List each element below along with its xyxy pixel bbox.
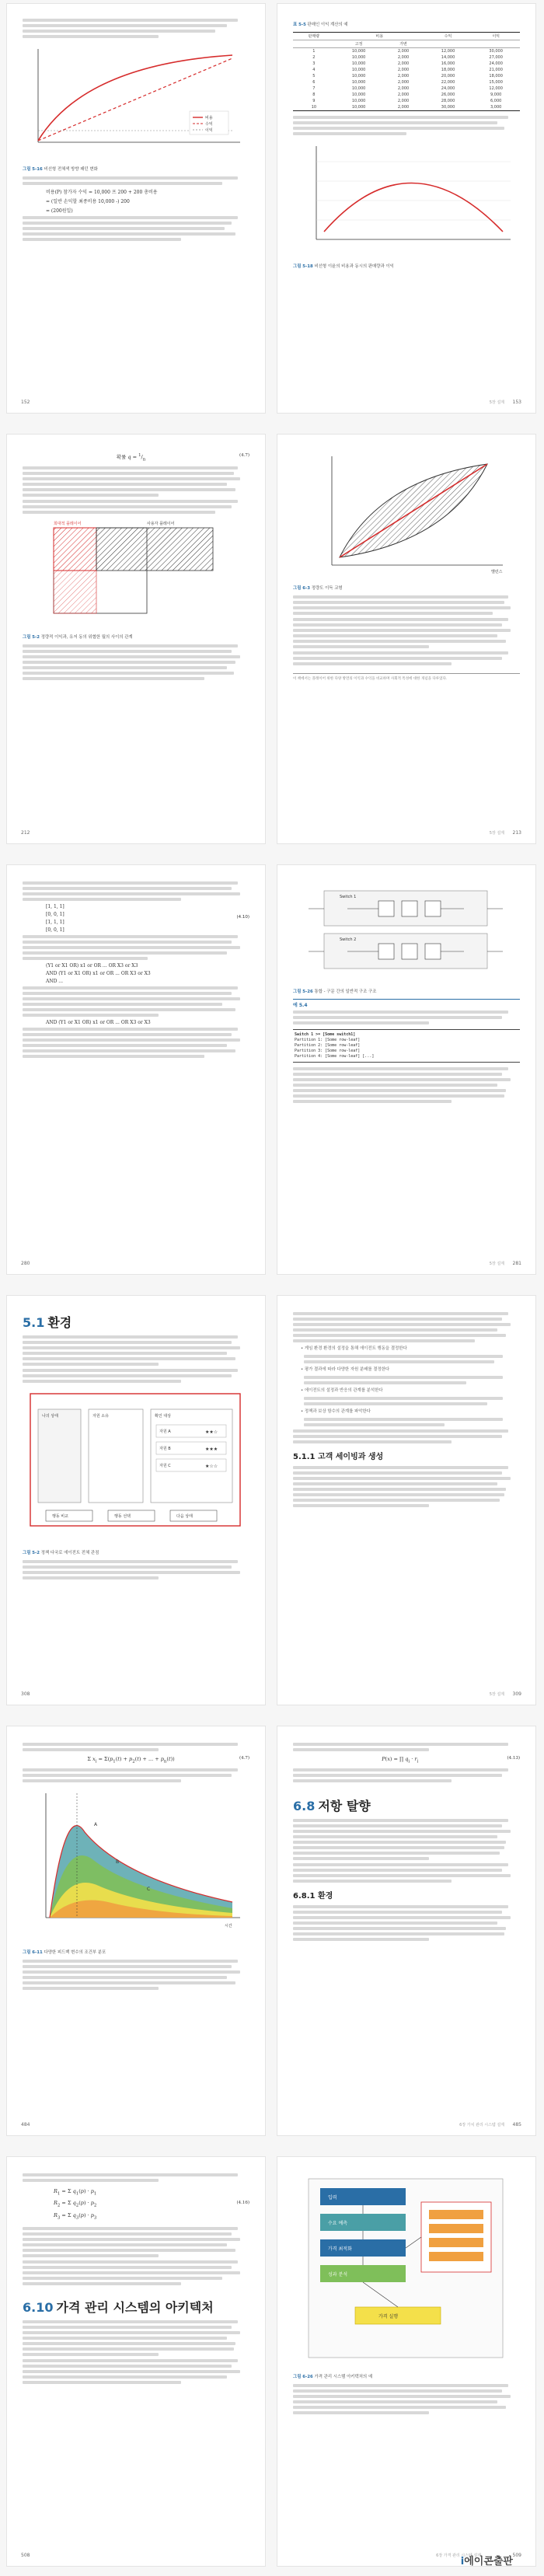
page-footer: 6장 가치 관리 시스템 설계 (459, 2123, 504, 2127)
curve-label: A (94, 1822, 98, 1828)
table-cell: 15,000 (489, 80, 503, 85)
architecture-diagram (293, 2171, 518, 2365)
profit-curve (324, 183, 503, 232)
code-line: Partition 4: [Some row-leaf] [...] (295, 1054, 375, 1059)
paragraph (293, 1768, 520, 1782)
table-cell: 18,000 (489, 74, 503, 79)
bullet-item: • 정책과 보상 함수의 관계를 파악한다 (301, 1409, 371, 1415)
arch-label: 입력 (328, 2195, 337, 2201)
table-row (293, 98, 520, 104)
ui-label: 자원 B (159, 1447, 171, 1451)
ui-label: 자원 C (159, 1464, 171, 1468)
paragraph (23, 216, 249, 241)
table-cell: 27,000 (489, 55, 503, 60)
table-cell: 2,000 (397, 55, 410, 60)
page-number: 485 (512, 2122, 521, 2127)
table-cell: 16,000 (441, 61, 455, 66)
profit-curve-chart (293, 138, 518, 255)
hatched-region-diagram (23, 517, 248, 626)
paragraph (293, 2384, 520, 2414)
paragraph (23, 1768, 249, 1782)
tag-red: 희대적 플레이어 (54, 522, 82, 527)
table-cell: 6,000 (490, 99, 502, 103)
table-header: 수익 (424, 33, 473, 40)
table-cell: 30,000 (424, 104, 473, 111)
ui-label: 자원 A (159, 1429, 171, 1434)
figure-caption: 그림 5-2 정량적 이익과, 유저 동의 위협한 월의 사이의 관계 (23, 635, 133, 641)
spread-6 (0, 2153, 544, 2570)
paragraph (23, 2359, 249, 2384)
table-cell: 10,000 (351, 99, 366, 103)
paragraph (23, 19, 249, 38)
black-hatched-region (96, 528, 213, 571)
cost-revenue-chart (23, 41, 248, 158)
table-row (293, 86, 520, 92)
equation-line: 비용(P) 참가자 수익 = 10,000 프 200 + 200 총비용 (46, 190, 158, 195)
section-heading: 6.10 가격 관리 시스템의 아키텍처 (23, 2299, 214, 2315)
equation-line: = (200원일) (46, 208, 73, 214)
page-509 (277, 2156, 536, 2567)
table-cell: 10 (293, 104, 335, 111)
table-subheader: 가변 (382, 40, 424, 48)
table-cell: 10,000 (351, 80, 366, 85)
table-cell: 20,000 (441, 74, 455, 79)
table-row (293, 104, 520, 111)
page-number: 213 (512, 830, 521, 836)
page-number: 509 (512, 2553, 521, 2558)
arch-label: 수요 예측 (328, 2221, 348, 2226)
figure-caption: 그림 5-26 통합 - 구문 간의 일반적 구조 구조 (293, 990, 377, 994)
page-153 (277, 3, 536, 414)
table-cell: 26,000 (441, 92, 455, 97)
paragraph (293, 1466, 520, 1507)
equation: AND (Y1 or X1 OR) x1 or OR ... OR X3 or X3 (46, 971, 151, 976)
table-subheader: 고정 (335, 40, 383, 48)
table-cell: 3 (312, 61, 316, 66)
ui-label: 확인 대상 (155, 1414, 171, 1419)
matrix-row: [0, 0, 1] (46, 912, 65, 917)
equation-line: = (일반 손익할 최종비용 10,000 -) 200 (46, 199, 130, 204)
equation: Σ $x_i = \Sigma(p_1(t) + p_2(t)$ + ... + $p_n(t)$) (4.7) (87, 1756, 249, 1764)
svg-text:★★★: ★★★ (205, 1447, 218, 1452)
table-row (293, 48, 520, 55)
paragraph (293, 1863, 520, 1883)
code-line: Partition 2: [Some row-leaf] (295, 1043, 361, 1048)
page-number: 308 (21, 1691, 30, 1697)
arch-label: 가격 최적화 (328, 2246, 352, 2252)
table-cell: 2,000 (397, 99, 410, 103)
balance-curve-diagram (293, 449, 518, 577)
section-heading: 5.1 환경 (23, 1315, 72, 1330)
page-308 (6, 1295, 266, 1705)
table-cell: 10,000 (351, 92, 366, 97)
table-header: 판매량 (293, 33, 335, 40)
page-number: 280 (21, 1261, 30, 1266)
equation: $R_1 = \Sigma$ $q_1(p) \cdot p_1$ $R_2 = \Sigma$ $q_2(p) \cdot p_2$ (4.16) $R_3 = \Sigma$ $q_3(p) \cdot p_3$ (54, 2188, 249, 2220)
table-cell: 21,000 (489, 68, 503, 72)
table-header: 이익 (472, 33, 520, 40)
paragraph (23, 176, 249, 185)
table-cell: 7 (312, 86, 316, 91)
page-number: 212 (21, 830, 30, 836)
paragraph (23, 2260, 249, 2285)
table-cell: 14,000 (441, 55, 455, 60)
legend-item-1: 수익 (205, 122, 213, 127)
paragraph (23, 1960, 249, 1990)
equation: 확률 $q = ^1/_n$ (4.7) (116, 453, 249, 462)
figure-caption: 그림 6-11 다양한 피드백 변수의 조건부 분포 (23, 1950, 106, 1956)
code-header: Switch 1 >= [Some switch1] (295, 1032, 356, 1037)
ui-label: 자원 소유 (92, 1414, 109, 1419)
page-number: 309 (512, 1691, 521, 1697)
spread-5 (0, 1723, 544, 2139)
bullet-item: • 게임 환경 환경의 설정을 통해 에이전트 행동을 결정한다 (301, 1346, 407, 1351)
page-footer: 5장 설계 (489, 1692, 504, 1697)
table-cell: 10,000 (351, 68, 366, 72)
paragraph (23, 466, 249, 497)
table-cell: 9 (312, 99, 316, 103)
table-cell: 2,000 (382, 104, 424, 111)
table-cell: 2,000 (397, 49, 410, 54)
page-152 (6, 3, 266, 414)
equation: P(x) = ∏ $q_i \cdot r_i$ (4.13) (382, 1756, 520, 1764)
table-cell: 22,000 (441, 80, 455, 85)
table-caption: 표 5-5 판매인 이익 계산의 예 (293, 23, 348, 27)
table-row (293, 92, 520, 98)
table-cell: 24,000 (441, 86, 455, 91)
matrix-block (23, 904, 249, 933)
paragraph (293, 1312, 520, 1342)
svg-text:★★☆: ★★☆ (205, 1429, 218, 1435)
paragraph (304, 1397, 520, 1405)
matrix-row: [1, 1, 1] (46, 904, 65, 909)
ui-label: 다음 상태 (176, 1514, 193, 1519)
table-cell: 10,000 (351, 55, 366, 60)
page-number: 152 (21, 400, 30, 405)
matrix-row: [1, 1, 1] (46, 920, 65, 925)
table-cell: 6 (312, 80, 316, 85)
figure-caption: 그림 6-3 정량도 이득 교형 (293, 586, 343, 591)
table-cell: 2,000 (397, 74, 410, 79)
ui-label: 나의 상태 (42, 1414, 58, 1419)
page-281 (277, 864, 536, 1275)
sub-section-heading: 5.1.1 고객 세이빙과 생성 (293, 1453, 384, 1462)
table-row (293, 67, 520, 73)
axis-label: 시간 (225, 1924, 232, 1929)
ui-label: 행동 선택 (114, 1514, 131, 1519)
paragraph (293, 1429, 520, 1443)
figure-caption: 그림 5-18 비선형 이윤의 비용과 동시의 판매량과 이익 (293, 264, 394, 269)
equation: (Y1 or X1 OR) x1 or OR ... OR X3 or X3 (46, 963, 138, 969)
page-508 (6, 2156, 266, 2567)
page-footer: 5장 설계 (489, 831, 504, 836)
ui-label: 행동 비교 (52, 1514, 68, 1519)
page-number: 484 (21, 2122, 30, 2127)
paragraph (293, 618, 520, 648)
table-cell: 8 (312, 92, 316, 97)
page-309 (277, 1295, 536, 1705)
table-row (293, 73, 520, 79)
figure-caption: 그림 6-26 가격 관리 시스템 아키텍처의 예 (293, 2375, 373, 2379)
curve-label: B (116, 1859, 120, 1866)
paragraph (23, 2227, 249, 2257)
paragraph (23, 1743, 249, 1751)
paragraph (23, 2320, 249, 2356)
paragraph (293, 651, 520, 665)
table-cell: 28,000 (441, 99, 455, 103)
table-cell: 18,000 (441, 68, 455, 72)
page-280 (6, 864, 266, 1275)
equation: AND (Y1 or X1 OR) x1 or OR ... OR X3 or X3 (46, 1020, 151, 1025)
table-cell: 4 (312, 68, 316, 72)
table-cell: 2,000 (397, 68, 410, 72)
paragraph (23, 1560, 249, 1579)
page-number: 281 (512, 1261, 521, 1266)
red-hatched-region (54, 528, 96, 571)
table-cell: 1 (312, 49, 316, 54)
legend-item-2: 이익 (205, 128, 213, 133)
page-footer: 5장 설계 (489, 400, 504, 405)
paragraph (23, 644, 249, 680)
paragraph (23, 881, 249, 901)
paragraph (293, 1819, 520, 1860)
paragraph (304, 1418, 520, 1426)
spread-4 (0, 1292, 544, 1709)
table-cell: 12,000 (489, 86, 503, 91)
matrix-row: [0, 0, 1] (46, 927, 65, 933)
table-cell: 2,000 (397, 61, 410, 66)
table-cell: 24,000 (489, 61, 503, 66)
balance-line (340, 464, 487, 557)
bullet-item: • 에이전트의 설정과 반응의 관계를 분석한다 (301, 1388, 383, 1394)
paragraph (23, 2173, 249, 2182)
paragraph (293, 1067, 520, 1103)
spread-2 (0, 431, 544, 847)
table-cell: 12,000 (441, 49, 455, 54)
page-footer: 6장 가격 관리 시스템 설계 (436, 2553, 481, 2558)
bullet-item: • 평가 결과에 따라 다양한 자원 분배를 결정한다 (301, 1367, 390, 1373)
agent-ui-diagram (23, 1386, 248, 1541)
paragraph (293, 1905, 520, 1941)
page-footer: 5장 설계 (489, 1262, 504, 1266)
code-line: Partition 1: [Some row-leaf] (295, 1038, 361, 1042)
code-block (293, 1029, 520, 1063)
svg-text:★☆☆: ★☆☆ (205, 1464, 218, 1469)
table-cell: 10,000 (351, 74, 366, 79)
paragraph (304, 1355, 520, 1363)
table-cell: 2,000 (397, 80, 410, 85)
table-cell: 2,000 (397, 92, 410, 97)
paragraph (293, 595, 520, 615)
paragraph (23, 986, 249, 1017)
table-row (293, 54, 520, 61)
page-number: 508 (21, 2553, 30, 2558)
page-485 (277, 1726, 536, 2136)
code-line: Partition 3: [Some row-leaf] (295, 1049, 361, 1053)
table-cell: 2 (312, 55, 316, 60)
figure-caption: 그림 5-2 정책 다국로 에이전트 전체 관점 (23, 1551, 99, 1555)
spread-3 (0, 861, 544, 1278)
table-cell: 10,000 (351, 61, 366, 66)
figure-caption: 그림 5-16 비선형 전체색 방향 패턴 변화 (23, 167, 98, 172)
equation: AND ... (46, 979, 64, 984)
legend-item-0: 비용 (205, 116, 213, 120)
page-484 (6, 1726, 266, 2136)
table-cell: 3,000 (472, 104, 520, 111)
paragraph (293, 1743, 520, 1751)
table-cell: 2,000 (397, 86, 410, 91)
tag-black: 사용자 플레이어 (147, 522, 175, 527)
page-number: 153 (512, 400, 521, 405)
switch-diagram (293, 879, 518, 980)
paragraph (304, 1376, 520, 1384)
paragraph (293, 1011, 520, 1024)
page-212 (6, 434, 266, 844)
publisher-logo: i에이콘출판 (460, 2556, 513, 2567)
profit-table (293, 32, 520, 111)
table-header: 비용 (335, 33, 424, 40)
spread-1 (0, 0, 544, 417)
paragraph (23, 935, 249, 960)
paragraph (23, 1369, 249, 1383)
switch-label-2: Switch 2 (340, 937, 357, 942)
curve-label: C (147, 1887, 151, 1893)
paragraph (293, 116, 520, 135)
section-heading: 6.8 저항 탈향 (293, 1799, 371, 1814)
table-cell: 10,000 (335, 104, 383, 111)
axis-label: 밸런스 (491, 570, 503, 574)
footnote: 이 책에서는 플레이어 위한 다양 방면의 이익과 수익을 비교하며 사회적 특성에 대한 개념을 다루었다. (293, 673, 520, 681)
paragraph (23, 1028, 249, 1058)
equation-label: (4.10) (236, 915, 249, 920)
table-cell: 9,000 (490, 92, 502, 97)
paragraph (23, 500, 249, 514)
section-label: 에 5.4 (293, 999, 520, 1008)
arch-label: 성과 분석 (328, 2272, 348, 2278)
table-row (293, 61, 520, 67)
table-cell: 10,000 (351, 49, 366, 54)
paragraph (23, 1335, 249, 1366)
table-cell: 10,000 (351, 86, 366, 91)
arch-label: 가격 실행 (378, 2314, 399, 2319)
table-cell: 5 (312, 74, 316, 79)
table-row (293, 79, 520, 86)
distribution-chart (23, 1785, 248, 1941)
switch-label-1: Switch 1 (340, 895, 357, 899)
page-213 (277, 434, 536, 844)
sub-section-heading: 6.8.1 환경 (293, 1892, 333, 1901)
table-cell: 30,000 (489, 49, 503, 54)
